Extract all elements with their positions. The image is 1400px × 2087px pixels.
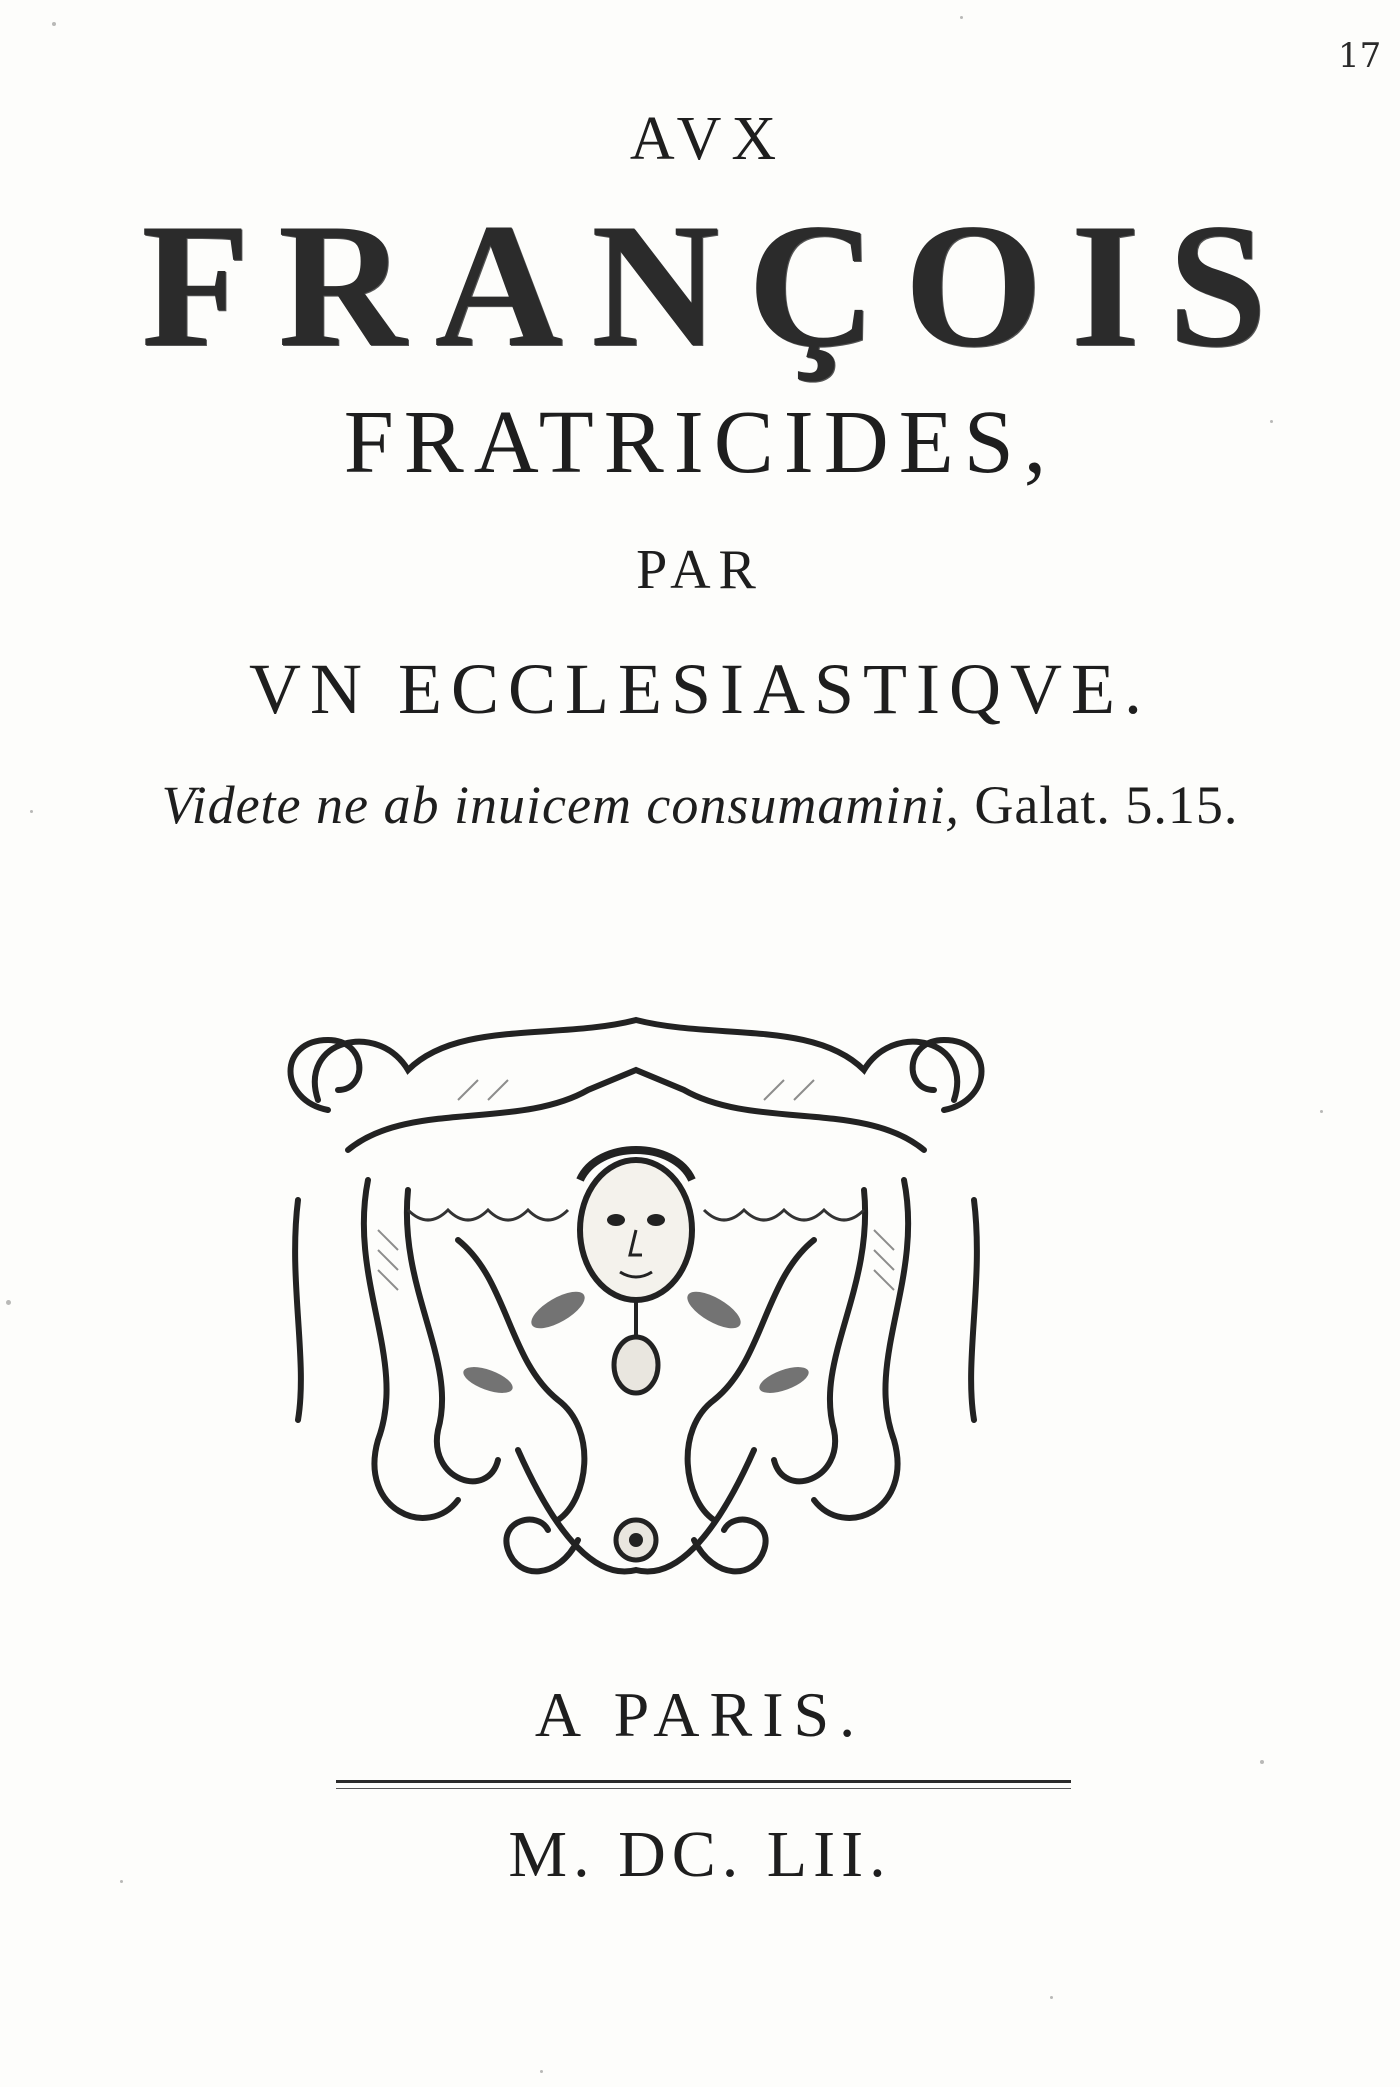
scan-speck (1260, 1760, 1264, 1764)
woodcut-headpiece-icon (258, 980, 1014, 1605)
title-line-francois: FRANÇOIS (141, 186, 1295, 384)
title-line-fratricides: FRATRICIDES, (343, 393, 1057, 492)
epigraph (0, 775, 1400, 835)
scan-speck (1050, 1996, 1053, 1999)
imprint-rule-thin (336, 1788, 1071, 1789)
epigraph-reference: Galat. 5.15. (974, 775, 1239, 835)
epigraph-latin: Videte ne ab inuicem consumamini, (161, 775, 960, 835)
scan-speck (52, 22, 56, 26)
imprint-rule (336, 1780, 1071, 1783)
scan-speck (540, 2070, 543, 2073)
scan-speck (960, 16, 963, 19)
author-line: VN ECCLESIASTIQVE. (249, 649, 1151, 729)
scan-speck (6, 1300, 11, 1305)
page-number: 17 (1338, 36, 1382, 76)
title-line-par: PAR (636, 539, 764, 601)
title-line-aux: AVX (629, 105, 787, 173)
imprint-date: M. DC. LII. (508, 1818, 892, 1891)
imprint-place: A PARIS. (534, 1679, 866, 1750)
scan-speck (1320, 1110, 1323, 1113)
